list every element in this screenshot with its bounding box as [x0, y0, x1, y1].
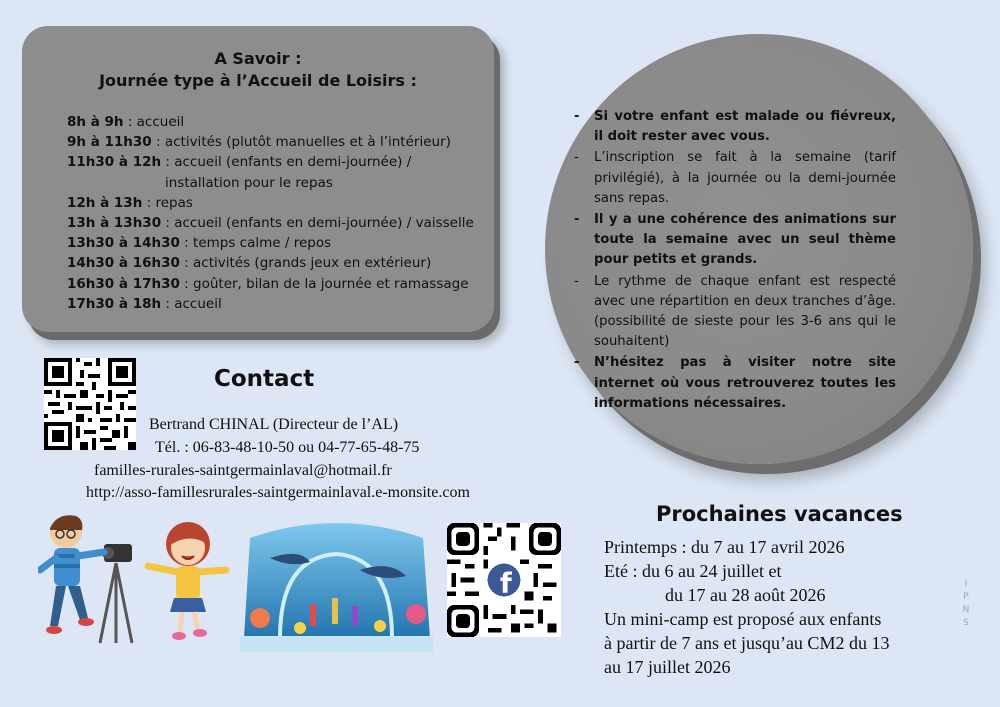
vacations-line: au 17 juillet 2026	[604, 657, 731, 677]
vacations-line: Eté : du 6 au 24 juillet et	[604, 561, 782, 581]
svg-text:f: f	[499, 568, 512, 600]
schedule-row: installation pour le repas	[165, 174, 333, 191]
vacations-line: à partir de 7 ans et jusqu’au CM2 du 13	[604, 633, 890, 653]
contact-title: Contact	[214, 366, 315, 392]
schedule-row: 16h30 à 17h30 : goûter, bilan de la journée et ramassage	[67, 275, 469, 292]
info-item: - Si votre enfant est malade ou fiévreux, il doit rester avec vous.	[572, 107, 896, 147]
schedule-row: 9h à 11h30 : activités (plutôt manuelles et à l’intérieur)	[67, 134, 451, 151]
vacations-title: Prochaines vacances	[656, 502, 903, 526]
contact-website[interactable]: http://asso-famillesrurales-saintgermainlaval.e-monsite.com	[86, 484, 470, 501]
website-qr-icon[interactable]	[44, 358, 136, 450]
schedule-row: 13h à 13h30 : accueil (enfants en demi-journée) / vaisselle	[67, 215, 474, 232]
schedule-row: 11h30 à 12h : accueil (enfants en demi-journée) /	[67, 154, 412, 171]
schedule-row: 12h à 13h : repas	[67, 194, 193, 211]
ipns-mark: I P N S	[962, 579, 970, 628]
aquarium-illustration	[240, 518, 433, 652]
schedule-row: 13h30 à 14h30 : temps calme / repos	[67, 235, 332, 252]
vacations-line: du 17 au 28 août 2026	[665, 585, 826, 605]
contact-director: Bertrand CHINAL (Directeur de l’AL)	[149, 416, 399, 433]
photographer-boy-illustration	[38, 508, 138, 648]
schedule-list	[67, 112, 474, 314]
schedule-row: 17h30 à 18h : accueil	[67, 295, 222, 312]
contact-email[interactable]: familles-rurales-saintgermainlaval@hotmail.fr	[94, 462, 392, 479]
info-list	[572, 107, 896, 415]
vacations-line: Un mini-camp est proposé aux enfants	[604, 609, 882, 629]
vacations-line: Printemps : du 7 au 17 avril 2026	[604, 537, 845, 557]
schedule-title-line1: A Savoir :	[214, 49, 302, 68]
contact-phone: Tél. : 06-83-48-10-50 ou 04-77-65-48-75	[155, 439, 420, 456]
info-item: - Il y a une cohérence des animations sur toute la semaine avec un seul thème pour petits et grands.	[572, 210, 896, 271]
facebook-qr-icon[interactable]	[447, 523, 561, 637]
schedule-title	[22, 48, 494, 92]
schedule-row: 8h à 9h : accueil	[67, 114, 185, 130]
info-item: - Le rythme de chaque enfant est respecté avec une répartition en deux tranches d’âge. (possibilité de sieste pour les 3-6 ans qui le souhaitent)	[572, 272, 896, 353]
schedule-row: 14h30 à 16h30 : activités (grands jeux en extérieur)	[67, 255, 432, 272]
info-item: - N’hésitez pas à visiter notre site internet où vous retrouverez toutes les informations nécessaires.	[572, 353, 896, 414]
schedule-title-line2: Journée type à l’Accueil de Loisirs :	[99, 71, 417, 90]
girl-illustration	[142, 514, 232, 644]
info-item: - L’inscription se fait à la semaine (tarif privilégié), à la journée ou la demi-journée sans repas.	[572, 148, 896, 209]
